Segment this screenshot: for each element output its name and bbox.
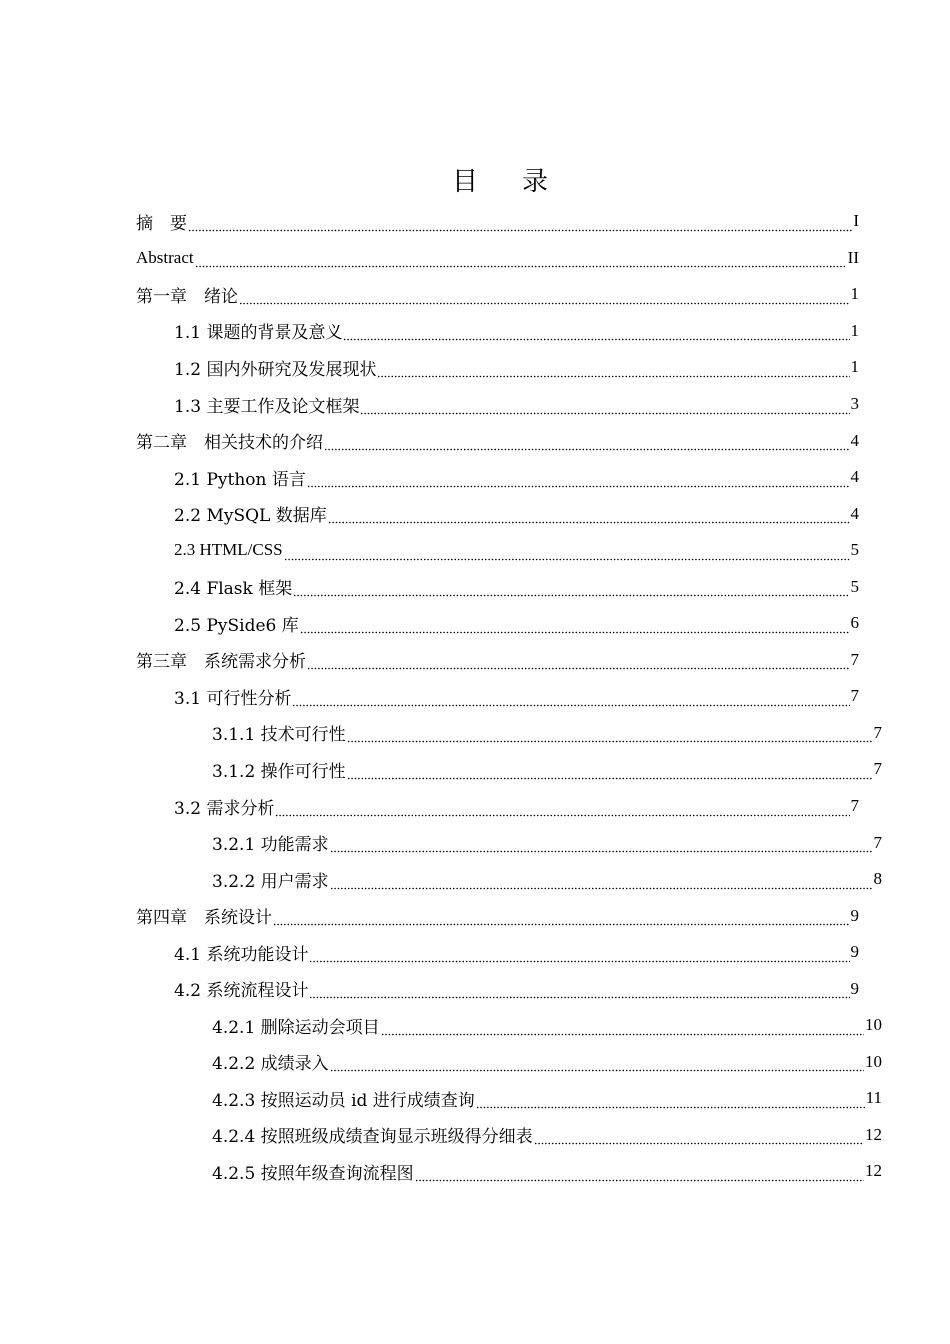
toc-dot-leader — [324, 434, 850, 451]
toc-entry-label: 2.3 HTML/CSS — [174, 540, 283, 560]
toc-entry-label: 第二章 相关技术的介绍 — [136, 433, 323, 454]
toc-entry-label: 3.2.1 功能需求 — [212, 835, 329, 856]
toc-entry-label: Abstract — [136, 247, 194, 267]
toc-dot-leader — [330, 836, 873, 853]
toc-entry-label: 第四章 系统设计 — [136, 908, 272, 929]
toc-entry-page: 5 — [850, 576, 859, 596]
toc-entry-page: 7 — [850, 796, 859, 816]
toc-entry-label: 2.2 MySQL 数据库 — [174, 506, 327, 527]
toc-entry-page: 11 — [865, 1088, 882, 1108]
toc-dot-leader — [534, 1128, 864, 1145]
toc-entry-label: 4.1 系统功能设计 — [174, 944, 309, 965]
toc-entry-4-1[interactable] — [174, 934, 859, 971]
toc-entry-label: 2.1 Python 语言 — [174, 469, 306, 490]
toc-dot-leader — [347, 763, 873, 780]
toc-entry-label: 3.2.2 用户需求 — [212, 871, 329, 892]
toc-dot-leader — [188, 215, 852, 232]
toc-entry-label: 3.1.1 技术可行性 — [212, 725, 346, 746]
toc-entry-page: 7 — [873, 832, 882, 852]
toc-dot-leader — [307, 471, 850, 488]
toc-dot-leader — [330, 1055, 864, 1072]
toc-dot-leader — [195, 251, 847, 268]
toc-dot-leader — [309, 946, 849, 963]
toc-entry-label: 1.3 主要工作及论文框架 — [174, 396, 360, 417]
toc-entry-page: 9 — [850, 978, 859, 998]
toc-entry-chapter-2[interactable] — [136, 422, 859, 459]
toc-entry-label: 2.4 Flask 框架 — [174, 579, 293, 600]
toc-entry-page: 9 — [850, 942, 859, 962]
toc-list — [0, 203, 950, 1190]
toc-entry-1-3[interactable] — [174, 386, 859, 423]
toc-entry-page: 12 — [865, 1161, 882, 1181]
toc-entry-page: 12 — [865, 1124, 882, 1144]
toc-entry-chapter-4[interactable] — [136, 897, 859, 934]
toc-dot-leader — [476, 1092, 865, 1109]
toc-dot-leader — [293, 580, 849, 597]
toc-entry-page: 10 — [865, 1051, 882, 1071]
toc-entry-label: 1.2 国内外研究及发展现状 — [174, 359, 377, 380]
toc-entry-page: I — [853, 211, 859, 231]
toc-entry-label: 第一章 绪论 — [136, 286, 238, 307]
toc-entry-page: 1 — [850, 284, 859, 304]
toc-entry-4-2[interactable] — [174, 970, 859, 1007]
toc-entry-page: 6 — [850, 613, 859, 633]
toc-entry-3-2-2[interactable] — [212, 861, 882, 898]
toc-entry-label: 摘 要 — [136, 213, 187, 234]
toc-dot-leader — [347, 726, 873, 743]
toc-entry-4-2-5[interactable] — [212, 1153, 882, 1190]
toc-dot-leader — [239, 288, 850, 305]
toc-entry-page: 7 — [873, 722, 882, 742]
toc-entry-2-5[interactable] — [174, 605, 859, 642]
toc-entry-3-1-2[interactable] — [212, 751, 882, 788]
toc-entry-page: 4 — [850, 467, 859, 487]
toc-entry-page: 4 — [850, 430, 859, 450]
toc-dot-leader — [307, 653, 850, 670]
toc-entry-label: 4.2.3 按照运动员 id 进行成绩查询 — [212, 1090, 475, 1111]
toc-entry-page: 5 — [850, 540, 859, 560]
toc-entry-3-1-1[interactable] — [212, 715, 882, 752]
toc-entry-chapter-1[interactable] — [136, 276, 859, 313]
toc-dot-leader — [377, 361, 849, 378]
toc-entry-2-2[interactable] — [174, 495, 859, 532]
toc-entry-page: 7 — [850, 686, 859, 706]
toc-dot-leader — [284, 544, 850, 561]
toc-entry-page: 3 — [850, 394, 859, 413]
toc-entry-3-1[interactable] — [174, 678, 859, 715]
toc-entry-label: 3.1 可行性分析 — [174, 688, 292, 709]
toc-entry-label: 1.1 课题的背景及意义 — [174, 323, 343, 344]
toc-title — [0, 166, 950, 198]
toc-entry-4-2-1[interactable] — [212, 1007, 882, 1044]
toc-entry-2-1[interactable] — [174, 459, 859, 496]
toc-entry-3-2[interactable] — [174, 788, 859, 825]
toc-entry-label: 4.2 系统流程设计 — [174, 981, 309, 1002]
toc-title-char-1: 目 — [451, 167, 478, 197]
toc-entry-page: II — [847, 247, 859, 267]
toc-entry-2-3[interactable] — [174, 532, 859, 569]
toc-entry-2-4[interactable] — [174, 568, 859, 605]
toc-dot-leader — [273, 909, 850, 926]
toc-entry-page: 8 — [873, 869, 882, 889]
toc-title-char-2: 录 — [522, 167, 549, 197]
toc-entry-page: 1 — [850, 357, 859, 377]
toc-entry-label: 4.2.2 成绩录入 — [212, 1054, 329, 1075]
toc-entry-page: 9 — [850, 905, 859, 925]
toc-entry-page: 7 — [873, 759, 882, 779]
toc-entry-page: 1 — [850, 320, 859, 340]
toc-entry-label: 2.5 PySide6 库 — [174, 615, 299, 636]
toc-entry-label: 4.2.4 按照班级成绩查询显示班级得分细表 — [212, 1127, 533, 1148]
toc-entry-label: 4.2.5 按照年级查询流程图 — [212, 1163, 414, 1184]
toc-dot-leader — [381, 1019, 864, 1036]
toc-dot-leader — [292, 690, 849, 707]
toc-dot-leader — [309, 982, 849, 999]
toc-entry-4-2-2[interactable] — [212, 1044, 882, 1081]
toc-entry-4-2-4[interactable] — [212, 1117, 882, 1154]
toc-entry-page: 10 — [865, 1015, 882, 1035]
toc-entry-4-2-3[interactable] — [212, 1080, 882, 1117]
toc-entry-1-2[interactable] — [174, 349, 859, 386]
toc-entry-label: 3.2 需求分析 — [174, 798, 275, 819]
toc-dot-leader — [360, 398, 849, 415]
toc-dot-leader — [343, 324, 849, 341]
toc-entry-3-2-1[interactable] — [212, 824, 882, 861]
toc-dot-leader — [300, 617, 850, 634]
toc-dot-leader — [415, 1165, 864, 1182]
toc-entry-label: 第三章 系统需求分析 — [136, 652, 306, 673]
toc-entry-label: 4.2.1 删除运动会项目 — [212, 1017, 380, 1038]
toc-dot-leader — [275, 800, 849, 817]
toc-entry-chapter-3[interactable] — [136, 642, 859, 679]
toc-entry-page: 7 — [850, 649, 859, 669]
toc-entry-page: 4 — [850, 503, 859, 523]
toc-entry-abstract-cn[interactable] — [136, 203, 859, 240]
toc-dot-leader — [330, 873, 873, 890]
toc-entry-abstract-en[interactable] — [136, 240, 859, 277]
toc-entry-1-1[interactable] — [174, 313, 859, 350]
toc-entry-label: 3.1.2 操作可行性 — [212, 761, 346, 782]
toc-dot-leader — [328, 507, 850, 524]
